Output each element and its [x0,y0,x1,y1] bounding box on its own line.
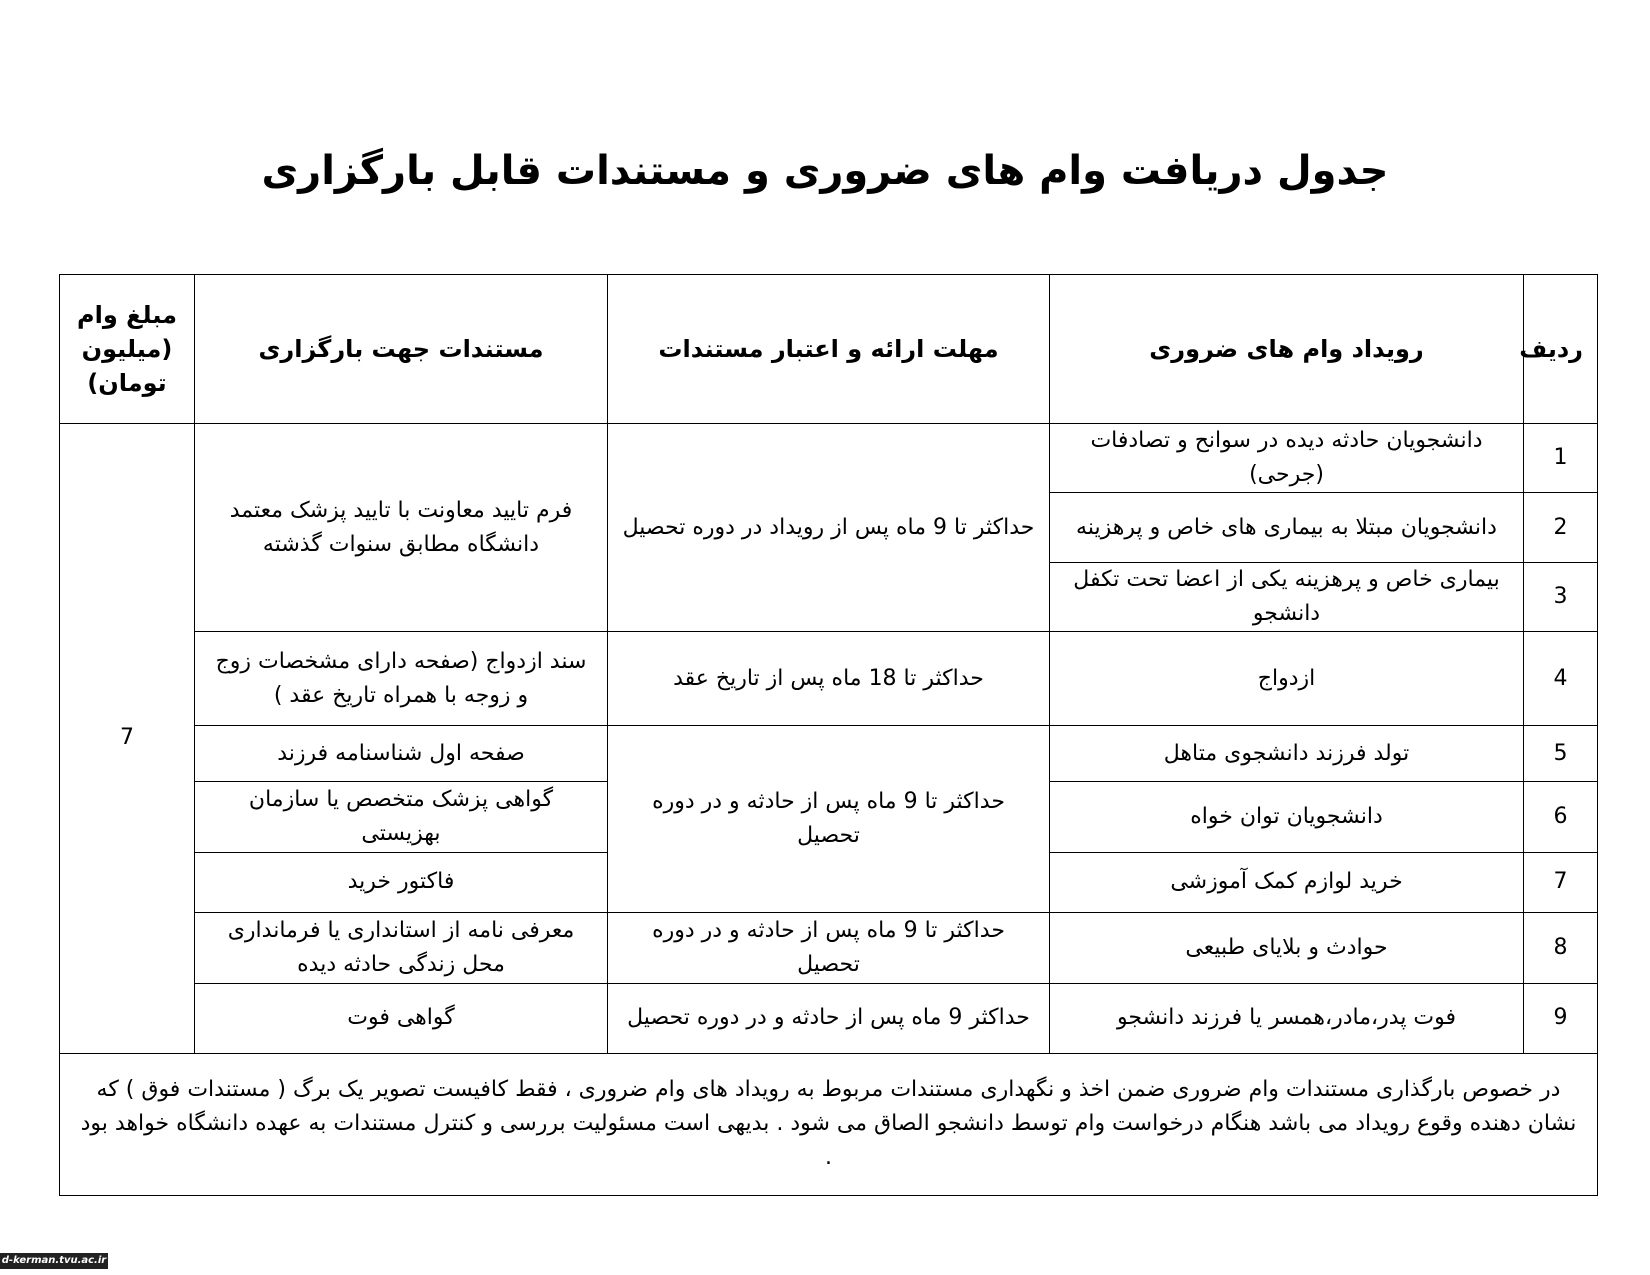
row-documents: فاکتور خرید [195,852,608,912]
row-deadline: حداکثر 9 ماه پس از حادثه و در دوره تحصیل [608,983,1050,1053]
footnote: در خصوص بارگذاری مستندات وام ضروری ضمن اخذ و نگهداری مستندات مربوط به رویداد های وام ضروری ، فقط کافیست تصویر یک برگ ( مستندات فوق ) که نشان دهنده وقوع رویداد می باشد هنگام درخواست وام توسط دانشجو الصاق می شود . بدیهی است مسئولیت بررسی و کنترل مستندات به عهده دانشگاه خواهد بود . [60,1053,1598,1195]
footnote-row [60,1053,1598,1195]
header-row-no: ردیف [1524,275,1598,424]
header-event: رویداد وام های ضروری [1050,275,1524,424]
row-deadline: حداکثر تا 18 ماه پس از تاریخ عقد [608,632,1050,726]
row-deadline: حداکثر تا 9 ماه پس از حادثه و در دوره تحصیل [608,912,1050,983]
header-documents: مستندات جهت بارگزاری [195,275,608,424]
row-documents: سند ازدواج (صفحه دارای مشخصات زوج و زوجه با همراه تاریخ عقد ) [195,632,608,726]
row-number: 6 [1524,782,1598,852]
row-number: 4 [1524,632,1598,726]
loan-amount: 7 [60,424,195,1054]
table-row [60,424,1598,493]
table-row [60,983,1598,1053]
row-number: 5 [1524,726,1598,782]
row-number: 1 [1524,424,1598,493]
row-event: تولد فرزند دانشجوی متاهل [1050,726,1524,782]
row-number: 9 [1524,983,1598,1053]
row-event: دانشجویان مبتلا به بیماری های خاص و پرهزینه [1050,493,1524,563]
row-event: ازدواج [1050,632,1524,726]
site-watermark: d-kerman.tvu.ac.ir [0,1253,108,1269]
row-event: دانشجویان توان خواه [1050,782,1524,852]
row-deadline: حداکثر تا 9 ماه پس از حادثه و در دوره تحصیل [608,726,1050,912]
row-documents: گواهی پزشک متخصص یا سازمان بهزیستی [195,782,608,852]
row-documents: گواهی فوت [195,983,608,1053]
loan-table [59,274,1598,1196]
row-event: بیماری خاص و پرهزینه یکی از اعضا تحت تکفل دانشجو [1050,563,1524,632]
row-documents: صفحه اول شناسنامه فرزند [195,726,608,782]
row-documents: فرم تایید معاونت با تایید پزشک معتمد دانشگاه مطابق سنوات گذشته [195,424,608,632]
row-event: فوت پدر،مادر،همسر یا فرزند دانشجو [1050,983,1524,1053]
table-row [60,632,1598,726]
table-row [60,726,1598,782]
row-event: دانشجویان حادثه دیده در سوانح و تصادفات (جرحی) [1050,424,1524,493]
table-row [60,912,1598,983]
row-event: حوادث و بلایای طبیعی [1050,912,1524,983]
header-amount: مبلغ وام (میلیون تومان) [60,275,195,424]
row-number: 3 [1524,563,1598,632]
header-row [60,275,1598,424]
row-number: 2 [1524,493,1598,563]
row-event: خرید لوازم کمک آموزشی [1050,852,1524,912]
page-title: جدول دریافت وام های ضروری و مستندات قابل بارگزاری [261,148,1389,194]
header-deadline: مهلت ارائه و اعتبار مستندات [608,275,1050,424]
row-documents: معرفی نامه از استانداری یا فرمانداری محل زندگی حادثه دیده [195,912,608,983]
row-number: 8 [1524,912,1598,983]
row-number: 7 [1524,852,1598,912]
row-deadline: حداکثر تا 9 ماه پس از رویداد در دوره تحصیل [608,424,1050,632]
